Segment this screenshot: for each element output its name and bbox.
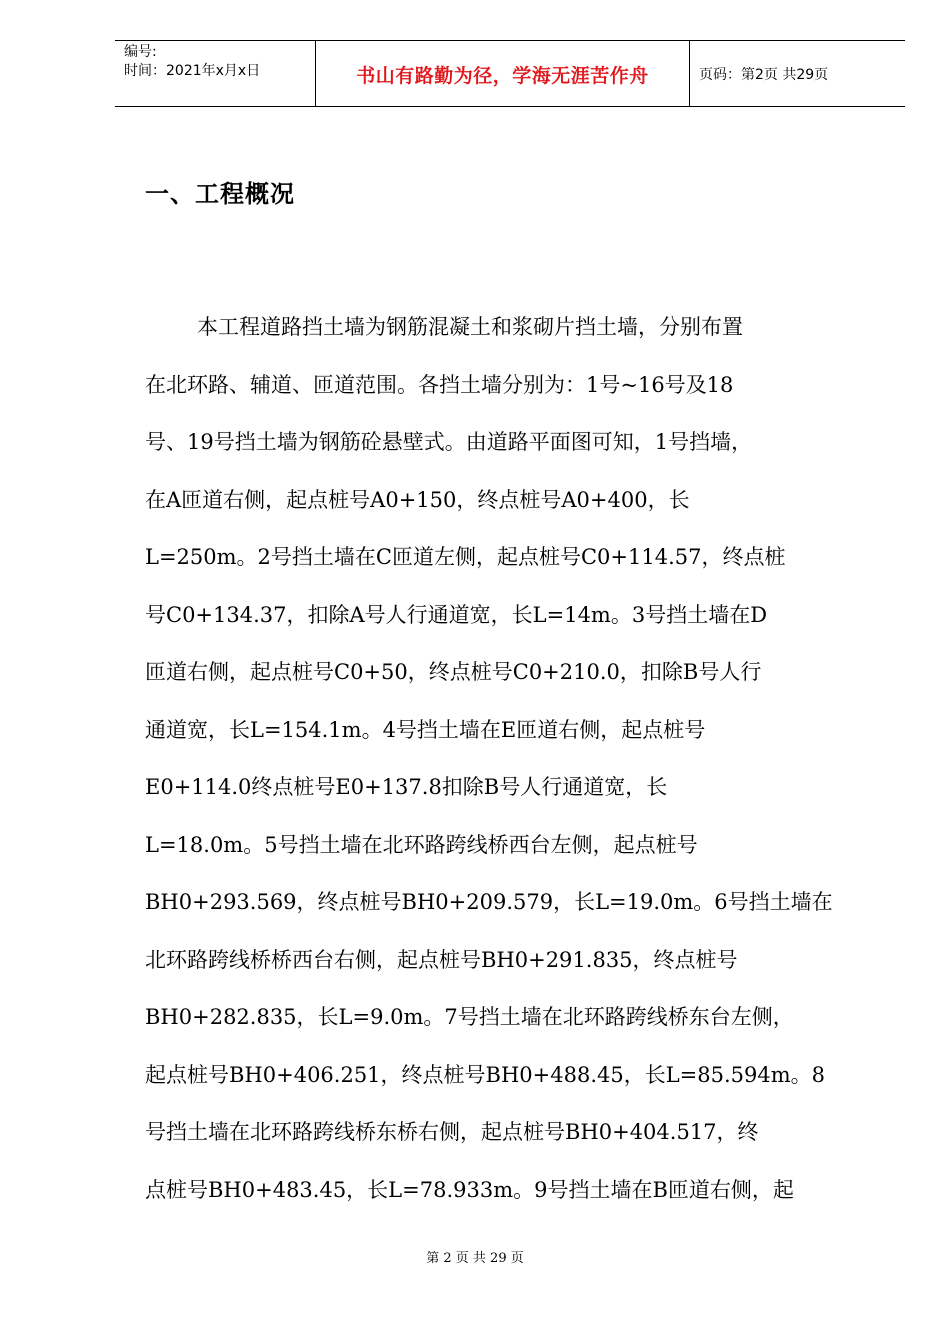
header-motto: 书山有路勤为径，学海无涯苦作舟: [356, 65, 649, 87]
document-date: 时间：2021年x月x日: [124, 63, 261, 79]
page-header: [115, 40, 905, 107]
body-line: BH0+293.569，终点桩号BH0+209.579，长L=19.0m。6号挡土墙在: [145, 890, 833, 914]
body-line: 在A匝道右侧，起点桩号A0+150，终点桩号A0+400，长: [145, 487, 690, 512]
body-line: 匝道右侧，起点桩号C0+50，终点桩号C0+210.0，扣除B号人行: [145, 660, 762, 684]
section-title: 一、工程概况: [145, 180, 295, 208]
header-page-number: 页码：第2页 共29页: [699, 66, 829, 83]
body-line: 本工程道路挡土墙为钢筋混凝土和浆砌片挡土墙，分别布置: [197, 315, 743, 339]
body-line: 通道宽，长L=154.1m。4号挡土墙在E匝道右侧，起点桩号: [145, 717, 706, 742]
body-line: 号C0+134.37，扣除A号人行通道宽，长L=14m。3号挡土墙在D: [145, 602, 768, 627]
body-paragraph: [145, 299, 875, 1219]
header-page-cell: [690, 41, 905, 106]
body-line: 号挡土墙在北环路跨线桥东桥右侧，起点桩号BH0+404.517，终: [145, 1120, 759, 1144]
body-line: 起点桩号BH0+406.251，终点桩号BH0+488.45，长L=85.594m。8: [145, 1062, 826, 1087]
document-number-label: 编号:: [124, 44, 157, 60]
body-line: L=18.0m。5号挡土墙在北环路跨线桥西台左侧，起点桩号: [145, 832, 698, 857]
body-line: L=250m。2号挡土墙在C匝道左侧，起点桩号C0+114.57，终点桩: [145, 545, 786, 569]
body-line: BH0+282.835，长L=9.0m。7号挡土墙在北环路跨线桥东台左侧，: [145, 1005, 794, 1029]
body-line: E0+114.0终点桩号E0+137.8扣除B号人行通道宽，长: [145, 775, 668, 799]
body-line: 号、19号挡土墙为钢筋砼悬壁式。由道路平面图可知，1号挡墙，: [145, 430, 753, 454]
header-motto-cell: [316, 41, 690, 106]
body-line: 在北环路、辅道、匝道范围。各挡土墙分别为：1号~16号及18: [145, 372, 734, 397]
body-line: 点桩号BH0+483.45，长L=78.933m。9号挡土墙在B匝道右侧，起: [145, 1177, 794, 1202]
body-line: 北环路跨线桥桥西台右侧，起点桩号BH0+291.835，终点桩号: [145, 947, 738, 972]
header-meta: [115, 41, 316, 106]
page-footer: 第 2 页 共 29 页: [426, 1251, 524, 1266]
